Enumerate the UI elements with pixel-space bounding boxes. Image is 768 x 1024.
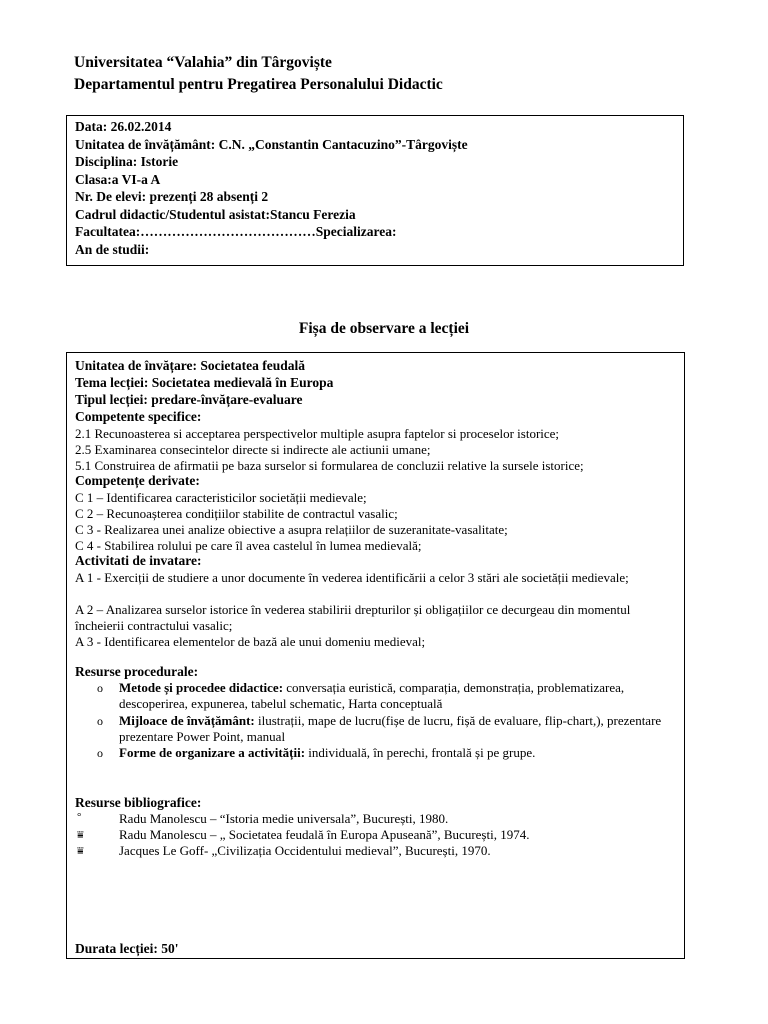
- derived-competences-heading: Competențe derivate:: [75, 473, 200, 488]
- school-line: Unitatea de învățământ: C.N. „Constantin Cantacuzino”-Târgoviște: [75, 136, 468, 152]
- bibliography-marker-icon: ⩸: [77, 829, 84, 841]
- teaching-aids-item: [119, 713, 674, 745]
- lesson-theme: Tema lecției: Societatea medievală în Europa: [75, 375, 334, 390]
- bibliography-marker-icon: ⩸: [77, 845, 84, 857]
- department-name: Departamentul pentru Pregatirea Personalului Didactic: [74, 76, 443, 93]
- derived-competence-4: C 4 - Stabilirea rolului pe care îl avea castelul în lumea medievală;: [75, 538, 422, 553]
- specific-competence-3: 5.1 Construirea de afirmatii pe baza surselor si formularea de concluzii relative la sursele istorice;: [75, 458, 584, 473]
- observation-sheet-title: Fișa de observare a lecției: [298, 320, 470, 337]
- document-header: [74, 52, 443, 96]
- teaching-aids-value: ilustrații, mape de lucru(fișe de lucru, fișă de evaluare, flip-chart,), prezentare prezentare Power Point, manual: [119, 713, 662, 744]
- date-line: Data: 26.02.2014: [75, 119, 172, 134]
- procedural-resources-heading: Resurse procedurale:: [75, 664, 199, 679]
- lesson-duration: Durata lecției: 50': [75, 941, 179, 956]
- lesson-info-box: [66, 115, 684, 266]
- lesson-type: Tipul lecției: predare-învățare-evaluare: [75, 392, 303, 407]
- university-name: Universitatea “Valahia” din Târgoviște: [74, 54, 332, 71]
- faculty-line: Facultatea:…………………………………Specializarea:: [75, 224, 397, 239]
- bibliography-heading: Resurse bibliografice:: [75, 795, 202, 810]
- organization-forms-item: [119, 745, 674, 761]
- bullet-icon: o: [97, 746, 103, 760]
- specific-competence-1: 2.1 Recunoasterea si acceptarea perspectivelor multiple asupra faptelor si proceselor istorice;: [75, 426, 560, 441]
- methods-label: Metode și procedee didactice:: [119, 680, 284, 695]
- learning-activity-1: A 1 - Exerciții de studiere a unor documente în vederea identificării a celor 3 stări ale societății medievale;: [75, 570, 629, 585]
- study-year-line: An de studii:: [75, 241, 150, 257]
- derived-competence-3: C 3 - Realizarea unei analize obiective a asupra relațiilor de suzeranitate-vasalitate;: [75, 522, 508, 537]
- teaching-aids-label: Mijloace de învățământ:: [119, 713, 255, 728]
- specific-competence-2: 2.5 Examinarea consecintelor directe si indirecte ale actiunii umane;: [75, 442, 431, 457]
- methods-item: [119, 680, 674, 712]
- organization-forms-value: individuală, în perechi, frontală și pe grupe.: [305, 745, 536, 760]
- teacher-line: Cadrul didactic/Studentul asistat:Stancu Ferezia: [75, 206, 356, 222]
- learning-activity-2: A 2 – Analizarea surselor istorice în vederea stabilirii drepturilor și obligațiilor ce decurgeau din momentul încheierii contractului vasalic;: [75, 602, 631, 633]
- organization-forms-label: Forme de organizare a activității:: [119, 745, 306, 760]
- students-line: Nr. De elevi: prezenți 28 absenți 2: [75, 189, 269, 204]
- class-line: Clasa:a VI-a A: [75, 171, 161, 187]
- derived-competence-1: C 1 – Identificarea caracteristicilor societății medievale;: [75, 490, 367, 505]
- learning-unit: Unitatea de învățare: Societatea feudală: [75, 358, 305, 373]
- specific-competences-heading: Competente specifice:: [75, 409, 202, 424]
- bullet-icon: o: [97, 714, 103, 728]
- learning-activities-heading: Activitati de invatare:: [75, 553, 202, 568]
- bibliography-item-1: Radu Manolescu – “Istoria medie universala”, București, 1980.: [119, 811, 449, 826]
- learning-activity-3: A 3 - Identificarea elementelor de bază ale unui domeniu medieval;: [75, 634, 426, 649]
- bibliography-item-2: Radu Manolescu – „ Societatea feudală în Europa Apuseană”, București, 1974.: [119, 827, 530, 842]
- bibliography-marker-icon: °: [77, 811, 82, 823]
- lesson-observation-box: [66, 352, 685, 959]
- derived-competence-2: C 2 – Recunoașterea condițiilor stabilite de contractul vasalic;: [75, 506, 398, 521]
- bibliography-item-3: Jacques Le Goff- „Civilizația Occidentului medieval”, București, 1970.: [119, 843, 491, 858]
- methods-value: conversația euristică, comparația, demonstrația, problematizarea, descoperirea, expunerea, tabelul schematic, Harta conceptuală: [119, 680, 625, 711]
- bullet-icon: o: [97, 681, 103, 695]
- discipline-line: Disciplina: Istorie: [75, 154, 179, 169]
